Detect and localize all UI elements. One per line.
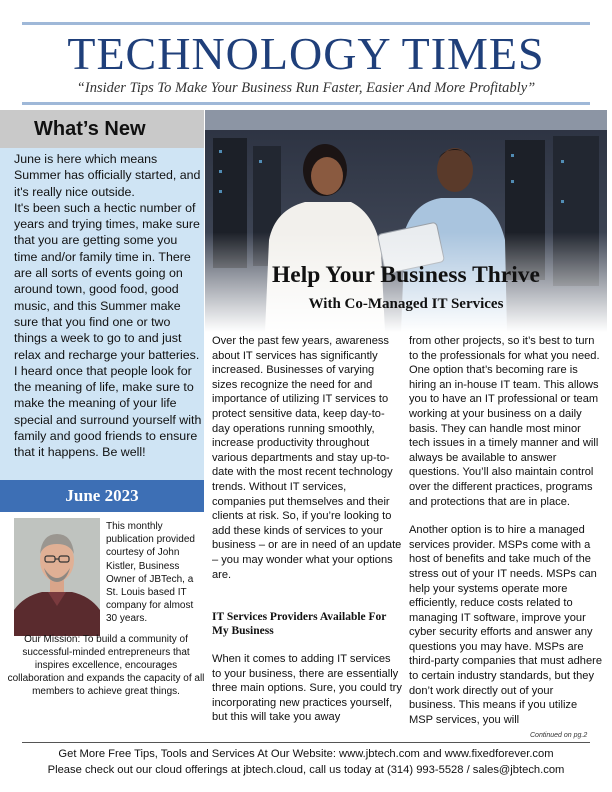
sidebar-paragraph: It's been such a hectic number of years and trying times, make sure that you are getting some you time and/or family time in. There are all sorts of events going on around town, good food, good music, and this Summer make sure that you find one or two things a week to go to and just relax and recharge your batteries. (14, 200, 200, 362)
article-paragraph: When it comes to adding IT services to your business, there are essentially three main options. Sure, you could try incorporating new practices yourself, but this will take you away (212, 653, 402, 724)
author-portrait-illustration (14, 518, 100, 636)
sidebar-text (14, 151, 204, 461)
author-photo (14, 518, 100, 636)
footer-website-line: Get More Free Tips, Tools and Services At Our Website: www.jbtech.com and www.fixedforever.com (58, 748, 554, 760)
masthead-bottom-rule (22, 102, 590, 105)
article-column-1 (212, 334, 402, 725)
footer-contact-line: Please check out our cloud offerings at jbtech.cloud, call us today at (314) 993-5528 / sales@jbtech.com (47, 764, 565, 776)
section-heading: IT Services Providers Available For My Business (212, 611, 387, 638)
issue-date: June 2023 (65, 486, 139, 505)
publication-bio: This monthly publication provided courtesy of John Kistler, Business Owner of JBTech, a St. Louis based IT company for almost 30 years. (106, 521, 195, 625)
sidebar-paragraph: I heard once that people look for the meaning of life, make sure to make the meaning of your life special and surround yourself with family and good friends to ensure that it happens. Be well! (14, 363, 202, 460)
article-paragraph: Another option is to hire a managed services provider. MSPs come with a host of benefits and take much of the stress out of your IT needs. MSPs can help your systems operate more efficiently, reduce costs related to managing IT software, improve your cyber security efforts and answer any questions you may have. MSPs are third-party companies that must adhere to certain industry standards, but they don’t work directly out of your business. This means if you utilize MSP services, you will (409, 524, 603, 726)
article-column-2 (409, 334, 603, 727)
article-headline: Help Your Business Thrive (272, 262, 540, 288)
sidebar-paragraph: June is here which means Summer has officially started, and it's really nice outside. (14, 152, 201, 199)
footer-rule (22, 742, 590, 743)
article-subheadline: With Co-Managed IT Services (308, 296, 504, 312)
article-paragraph: from other projects, so it’s best to turn to the professionals for what you need. One option that’s becoming rare is hiring an in-house IT team. This allows you to have an IT professional or team working at your business on a daily basis. They can handle most minor tech issues in a timely manner and will always be available to answer questions. You’ll also maintain control over the different practices, programs and protections that are in place. (409, 335, 600, 508)
masthead-title: TECHNOLOGY TIMES (67, 28, 545, 79)
mission-statement: Our Mission: To build a community of successful-minded entrepreneurs that inspires excellence, encourages collaboration and expands the capacity of all members to achieve great things. (7, 634, 205, 697)
masthead-top-rule (22, 22, 590, 25)
article-paragraph: Over the past few years, awareness about IT services has significantly increased. Businesses of varying sizes recognize the need for and importance of utilizing IT services to protect sensitive data, keep day-to-day operations running smoothly, increase productivity throughout various departments and stay up-to-date with the most recent technology trends. Without IT services, companies put themselves and their clients at risk. So, if you’re looking to add these kinds of services to your business – or are in need of an update – you may wonder what your options are. (212, 335, 402, 581)
whats-new-heading: What’s New (34, 118, 146, 140)
continued-note: Continued on pg.2 (530, 732, 588, 739)
masthead-tagline: “Insider Tips To Make Your Business Run Faster, Easier And More Profitably” (76, 80, 536, 96)
